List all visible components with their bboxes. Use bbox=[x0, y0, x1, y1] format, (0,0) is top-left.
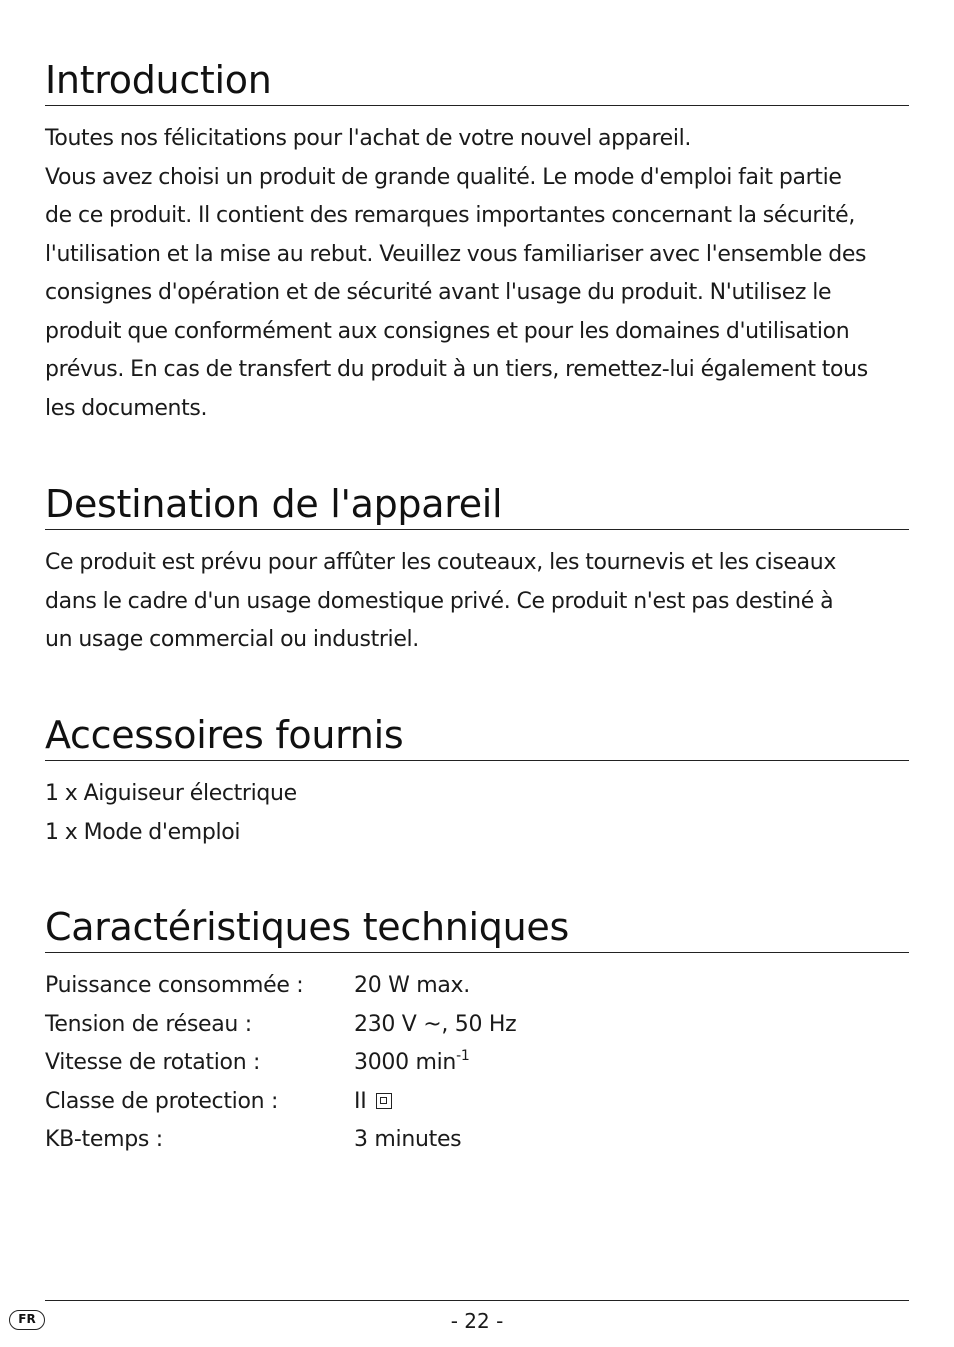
spec-label: Tension de réseau : bbox=[45, 1011, 252, 1037]
heading-rule bbox=[45, 105, 909, 106]
spec-value: 3000 min bbox=[354, 1050, 457, 1075]
specs-table bbox=[45, 967, 909, 1160]
text-line: produit que conformément aux consignes et pour les domaines d'utilisation bbox=[45, 318, 850, 344]
heading-introduction: Introduction bbox=[45, 58, 272, 102]
spec-row bbox=[45, 1044, 909, 1083]
spec-label: Vitesse de rotation : bbox=[45, 1050, 261, 1075]
text-line: Vous avez choisi un produit de grande qualité. Le mode d'emploi fait partie bbox=[45, 164, 842, 190]
heading-rule bbox=[45, 760, 909, 761]
section-destination bbox=[45, 481, 909, 660]
spec-value: 230 V ~, 50 Hz bbox=[354, 1011, 517, 1037]
spec-row bbox=[45, 1083, 909, 1122]
text-line: l'utilisation et la mise au rebut. Veuillez vous familiariser avec l'ensemble des bbox=[45, 241, 867, 267]
spec-label: Classe de protection : bbox=[45, 1088, 279, 1114]
list-item: 1 x Aiguiseur électrique bbox=[45, 781, 297, 806]
heading-destination: Destination de l'appareil bbox=[45, 482, 503, 526]
spec-value: 3 minutes bbox=[354, 1127, 462, 1152]
spec-value-wrap bbox=[354, 1044, 909, 1083]
spec-row bbox=[45, 967, 909, 1006]
spec-value-wrap bbox=[354, 1083, 909, 1122]
heading-accessories: Accessoires fournis bbox=[45, 713, 404, 757]
spec-label: Puissance consommée : bbox=[45, 973, 304, 998]
spec-row bbox=[45, 1006, 909, 1045]
language-badge: FR bbox=[9, 1310, 45, 1330]
heading-rule bbox=[45, 529, 909, 530]
text-line: dans le cadre d'un usage domestique privé. Ce produit n'est pas destiné à bbox=[45, 588, 834, 614]
text-line: un usage commercial ou industriel. bbox=[45, 627, 419, 652]
introduction-text bbox=[45, 120, 909, 428]
spec-label: KB-temps : bbox=[45, 1127, 163, 1152]
spec-value: 20 W max. bbox=[354, 973, 470, 998]
text-line: consignes d'opération et de sécurité avant l'usage du produit. N'utilisez le bbox=[45, 280, 832, 305]
protection-class-ii-icon bbox=[376, 1093, 392, 1109]
text-line: Toutes nos félicitations pour l'achat de votre nouvel appareil. bbox=[45, 126, 692, 151]
heading-rule bbox=[45, 952, 909, 953]
destination-text bbox=[45, 544, 909, 660]
section-accessories bbox=[45, 712, 909, 852]
superscript-exponent: -1 bbox=[456, 1047, 470, 1064]
heading-specs: Caractéristiques techniques bbox=[45, 905, 569, 949]
section-specs bbox=[45, 904, 909, 1160]
accessories-list bbox=[45, 775, 909, 852]
list-item: 1 x Mode d'emploi bbox=[45, 819, 241, 845]
text-line: prévus. En cas de transfert du produit à un tiers, remettez-lui également tous bbox=[45, 357, 868, 382]
spec-row bbox=[45, 1121, 909, 1160]
page-number: - 22 - bbox=[450, 1309, 504, 1333]
text-line: Ce produit est prévu pour affûter les couteaux, les tournevis et les ciseaux bbox=[45, 550, 837, 575]
text-line: les documents. bbox=[45, 395, 208, 421]
footer-rule bbox=[45, 1300, 909, 1301]
spec-value: II bbox=[354, 1088, 367, 1114]
section-introduction bbox=[45, 57, 909, 428]
text-line: de ce produit. Il contient des remarques importantes concernant la sécurité, bbox=[45, 203, 855, 228]
